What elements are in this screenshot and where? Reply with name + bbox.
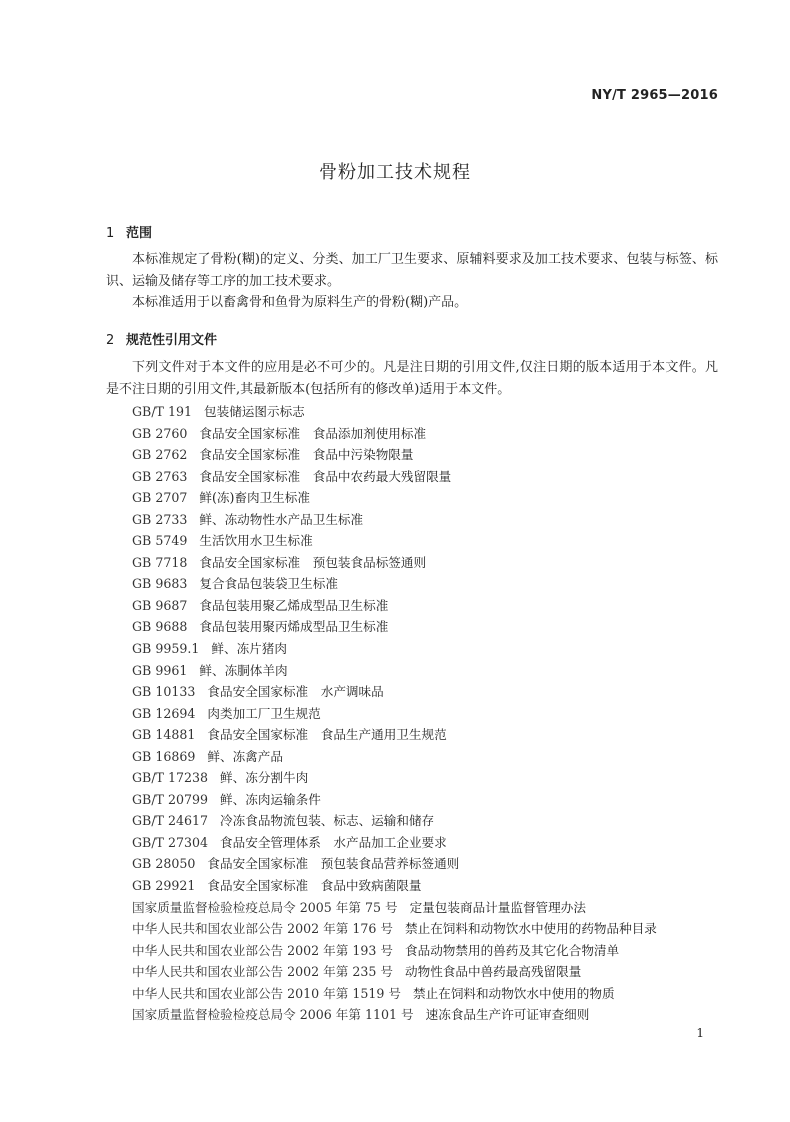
reference-code: 国家质量监督检验检疫总局令 2006 年第 1101 号 xyxy=(132,1007,414,1023)
reference-item xyxy=(132,552,732,574)
reference-title: 速冻食品生产许可证审查细则 xyxy=(425,1007,590,1023)
reference-item xyxy=(132,509,732,531)
reference-title: 食品安全国家标准 食品中致病菌限量 xyxy=(207,878,422,894)
references-intro-paragraph: 下列文件对于本文件的应用是必不可少的。凡是注日期的引用文件,仅注日期的版本适用于本文件。凡是不注日期的引用文件,其最新版本(包括所有的修改单)适用于本文件。 xyxy=(106,360,718,397)
reference-title: 食品安全国家标准 水产调味品 xyxy=(207,684,384,700)
scope-paragraph-1: 本标准规定了骨粉(糊)的定义、分类、加工厂卫生要求、原辅料要求及加工技术要求、包装与标签、标识、运输及储存等工序的加工技术要求。 xyxy=(106,252,718,289)
reference-title: 食品安全管理体系 水产品加工企业要求 xyxy=(220,834,447,850)
reference-item xyxy=(132,423,732,445)
reference-title: 包装储运图示标志 xyxy=(204,404,305,419)
reference-code: GB 2760 xyxy=(132,425,188,441)
reference-title: 鲜、冻禽产品 xyxy=(207,748,283,764)
reference-code: 国家质量监督检验检疫总局令 2005 年第 75 号 xyxy=(132,899,398,915)
reference-title: 鲜、冻肉运输条件 xyxy=(220,791,321,807)
reference-code: GB 16869 xyxy=(132,748,196,764)
reference-title: 肉类加工厂卫生规范 xyxy=(207,705,321,721)
reference-code: GB/T 24617 xyxy=(132,813,209,829)
reference-title: 鲜、冻胴体羊肉 xyxy=(199,662,288,678)
reference-item xyxy=(132,918,732,940)
reference-item xyxy=(132,832,732,854)
reference-title: 冷冻食品物流包装、标志、运输和储存 xyxy=(220,813,435,829)
reference-code: GB 14881 xyxy=(132,727,196,743)
reference-item xyxy=(132,466,732,488)
reference-item xyxy=(132,1004,732,1026)
reference-code: GB 2762 xyxy=(132,447,188,463)
reference-item xyxy=(132,767,732,789)
reference-title: 鲜、冻动物性水产品卫生标准 xyxy=(199,511,364,527)
reference-title: 动物性食品中兽药最高残留限量 xyxy=(405,964,582,980)
reference-item xyxy=(132,530,732,552)
reference-code: GB 2707 xyxy=(132,490,188,506)
reference-code: GB 9961 xyxy=(132,662,188,678)
document-title: 骨粉加工技术规程 xyxy=(319,162,471,183)
reference-title: 鲜、冻片猪肉 xyxy=(211,641,287,657)
reference-code: GB 9683 xyxy=(132,576,188,592)
reference-code: GB/T 20799 xyxy=(132,791,209,807)
section-title: 范围 xyxy=(126,226,153,241)
reference-code: GB/T 17238 xyxy=(132,770,209,786)
reference-item xyxy=(132,875,732,897)
reference-item xyxy=(132,616,732,638)
reference-list xyxy=(132,401,732,1026)
reference-title: 食品安全国家标准 预包装食品标签通则 xyxy=(199,554,427,570)
reference-item xyxy=(132,724,732,746)
reference-code: GB 12694 xyxy=(132,705,196,721)
reference-code: GB 7718 xyxy=(132,554,188,570)
reference-title: 食品包装用聚乙烯成型品卫生标准 xyxy=(199,597,389,613)
reference-title: 定量包装商品计量监督管理办法 xyxy=(409,899,586,915)
reference-code: 中华人民共和国农业部公告 2002 年第 193 号 xyxy=(132,942,394,958)
reference-code: GB 9688 xyxy=(132,619,188,635)
reference-code: GB 9959.1 xyxy=(132,641,200,657)
reference-code: GB 5749 xyxy=(132,533,188,549)
section-number: 1 xyxy=(106,226,115,241)
reference-code: GB 2763 xyxy=(132,468,188,484)
section-1-heading xyxy=(106,222,152,241)
reference-title: 禁止在饲料和动物饮水中使用的药物品种目录 xyxy=(405,921,657,937)
reference-title: 食品安全国家标准 食品中农药最大残留限量 xyxy=(199,468,452,484)
reference-code: GB 2733 xyxy=(132,511,188,527)
reference-item xyxy=(132,444,732,466)
page-number: 1 xyxy=(696,1026,704,1040)
reference-title: 食品安全国家标准 食品添加剂使用标准 xyxy=(199,425,427,441)
section-2-heading xyxy=(106,329,217,348)
reference-item xyxy=(132,940,732,962)
reference-code: GB 9687 xyxy=(132,597,188,613)
reference-item xyxy=(132,897,732,919)
reference-title: 鲜(冻)畜肉卫生标准 xyxy=(199,490,310,506)
reference-item xyxy=(132,961,732,983)
standard-code: NY/T 2965—2016 xyxy=(591,88,718,103)
reference-title: 复合食品包装袋卫生标准 xyxy=(199,576,338,592)
reference-item xyxy=(132,853,732,875)
section-number: 2 xyxy=(106,333,115,348)
reference-item xyxy=(132,789,732,811)
reference-item xyxy=(132,660,732,682)
reference-title: 生活饮用水卫生标准 xyxy=(199,533,313,549)
reference-title: 禁止在饲料和动物饮水中使用的物质 xyxy=(413,985,615,1001)
reference-item xyxy=(132,401,732,423)
reference-title: 食品安全国家标准 食品生产通用卫生规范 xyxy=(207,727,447,743)
reference-code: GB 10133 xyxy=(132,684,196,700)
reference-item xyxy=(132,810,732,832)
reference-code: GB 28050 xyxy=(132,856,196,872)
reference-item xyxy=(132,638,732,660)
section-title: 规范性引用文件 xyxy=(126,333,218,348)
reference-item xyxy=(132,681,732,703)
reference-code: 中华人民共和国农业部公告 2010 年第 1519 号 xyxy=(132,985,402,1001)
reference-item xyxy=(132,983,732,1005)
reference-title: 食品包装用聚丙烯成型品卫生标准 xyxy=(199,619,389,635)
reference-code: GB 29921 xyxy=(132,878,196,894)
reference-code: GB/T 27304 xyxy=(132,834,209,850)
reference-item xyxy=(132,487,732,509)
reference-code: GB/T 191 xyxy=(132,404,192,419)
reference-title: 食品安全国家标准 预包装食品营养标签通则 xyxy=(207,856,460,872)
reference-title: 食品动物禁用的兽药及其它化合物清单 xyxy=(405,942,620,958)
reference-code: 中华人民共和国农业部公告 2002 年第 235 号 xyxy=(132,964,394,980)
reference-code: 中华人民共和国农业部公告 2002 年第 176 号 xyxy=(132,921,394,937)
reference-item xyxy=(132,703,732,725)
reference-title: 食品安全国家标准 食品中污染物限量 xyxy=(199,447,414,463)
reference-item xyxy=(132,595,732,617)
scope-paragraph-2: 本标准适用于以畜禽骨和鱼骨为原料生产的骨粉(糊)产品。 xyxy=(132,295,468,310)
reference-item xyxy=(132,746,732,768)
reference-item xyxy=(132,573,732,595)
reference-title: 鲜、冻分割牛肉 xyxy=(220,770,309,786)
